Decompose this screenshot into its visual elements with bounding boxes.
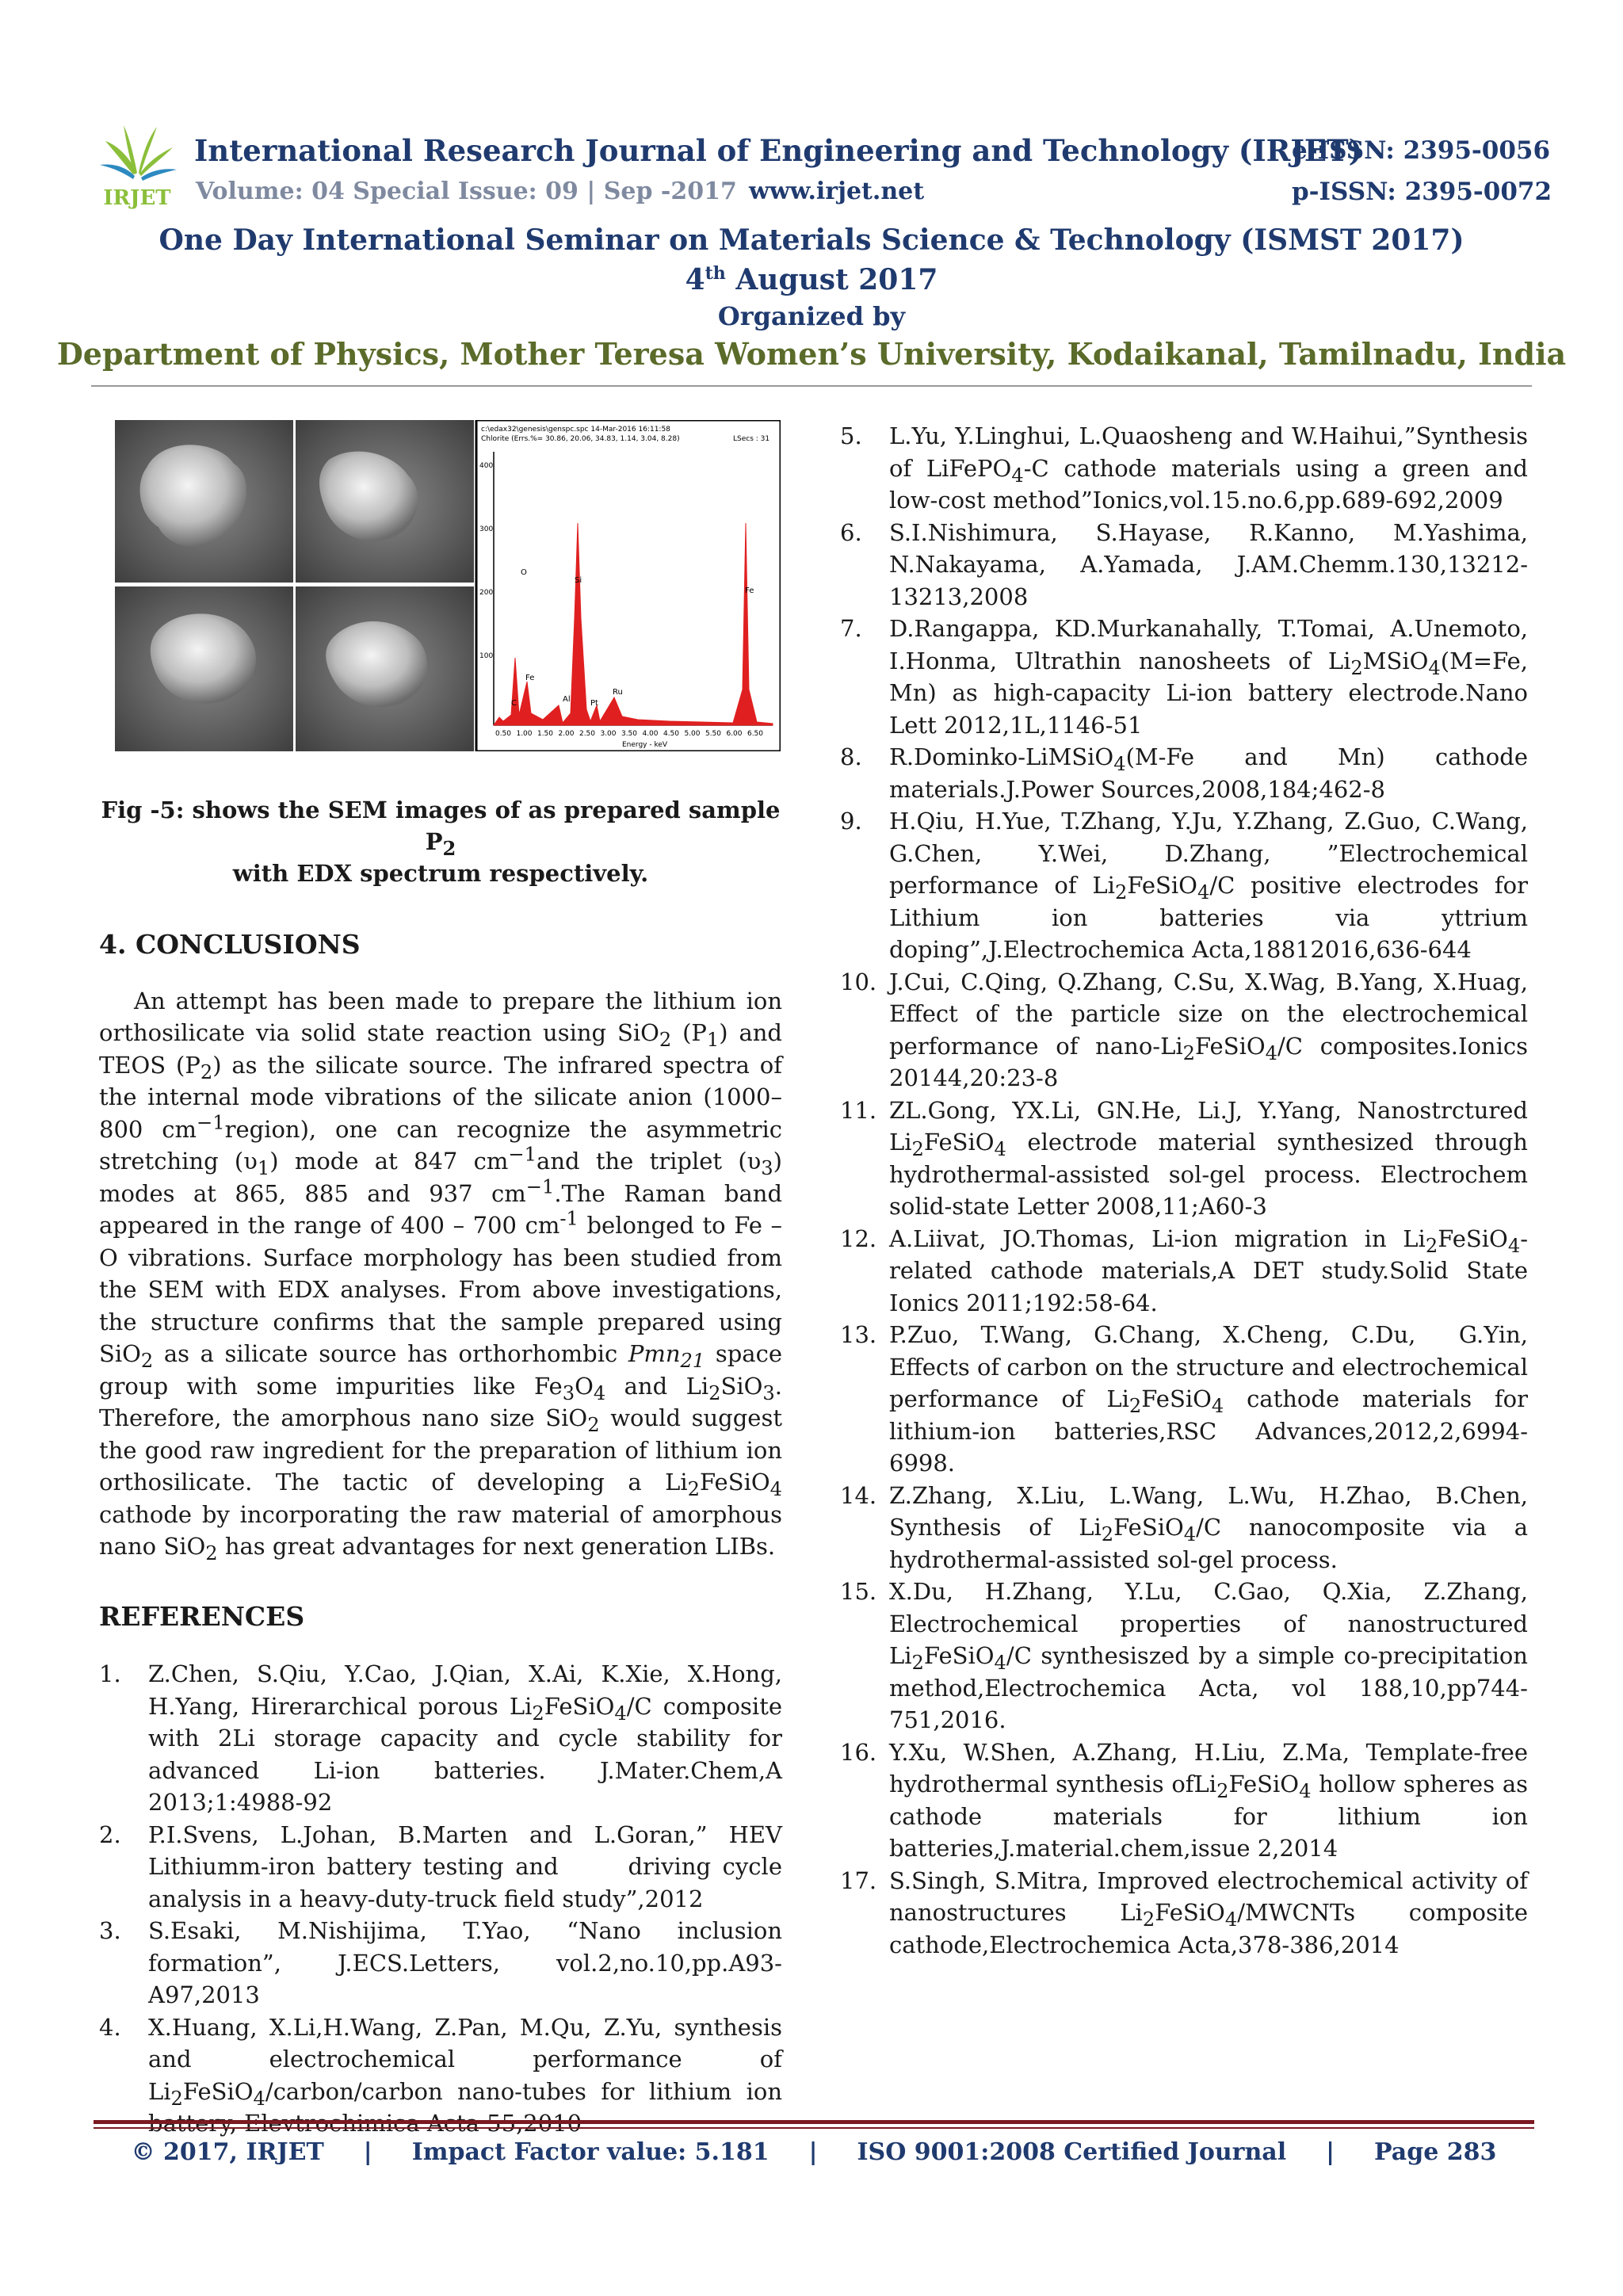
svg-text:Energy - keV: Energy - keV — [622, 741, 668, 749]
edx-x-tick: 4.50 — [663, 730, 680, 738]
svg-text:Chlorite (Errs.%= 30.86, 20.06: Chlorite (Errs.%= 30.86, 20.06, 34.83, 1.14, 3.04, 8.28) — [481, 435, 680, 443]
logo-text: IRJET — [103, 186, 171, 210]
footer-rule-thick — [94, 2120, 1534, 2124]
footer-iso: ISO 9001:2008 Certified Journal — [857, 2138, 1287, 2166]
left-column — [99, 420, 782, 2140]
edx-x-tick: 3.50 — [621, 730, 638, 738]
edx-x-tick: 3.00 — [600, 730, 617, 738]
reference-item: 9. H.Qiu, H.Yue, T.Zhang, Y.Ju, Y.Zhang, Z.Guo, C.Wang, G.Chen, Y.Wei, D.Zhang, ”Electrochemical performance of $Li_2FeSiO_4/C$ positive electrodes for Lithium ion batteries via yttrium doping”,J.Electrochemica Acta,18812016,636-644 — [840, 808, 1528, 963]
edx-y-tick: 400 — [479, 462, 494, 470]
reference-item: 6. S.I.Nishimura, S.Hayase, R.Kanno, M.Yashima, N.Nakayama, A.Yamada, J.AM.Chemm.130,13212-13213,2008 — [840, 518, 1528, 610]
footer-impact: Impact Factor value: 5.181 — [411, 2138, 769, 2166]
reference-list-left — [99, 1658, 782, 2140]
reference-item: 13. P.Zuo, T.Wang, G.Chang, X.Cheng, C.Du, G.Yin, Effects of carbon on the structure and electrochemical performance of $Li_2FeSiO_4$ cathode materials for lithium-ion batteries,RSC Advances,2012,2,6994-6998. — [840, 1321, 1528, 1477]
edx-y-tick: 200 — [479, 589, 494, 597]
reference-item: 11. ZL.Gong, YX.Li, GN.He, Li.J, Y.Yang, Nanostrctured $Li_2FeSiO_4$ electrode material synthesized through hydrothermal-assisted sol-gel process. Electrochem solid-state Letter 2008,11;A60-3 — [840, 1096, 1528, 1220]
reference-item: 3. S.Esaki, M.Nishijima, T.Yao, “Nano inclusion formation”, J.ECS.Letters, vol.2,no.10,pp.A93-A97,2013 — [99, 1917, 782, 2008]
svg-text:Pt: Pt — [590, 699, 598, 708]
edx-x-tick: 5.00 — [684, 730, 701, 738]
edx-x-tick: 2.00 — [558, 730, 575, 738]
svg-text:Fe: Fe — [525, 674, 535, 682]
edx-x-tick: 4.00 — [642, 730, 659, 738]
volume-issue: Volume: 04 Special Issue: 09 | Sep -2017 — [196, 178, 737, 205]
reference-item: 1. Z.Chen, S.Qiu, Y.Cao, J.Qian, X.Ai, K.Xie, X.Hong, H.Yang, Hirerarchical porous $Li_2FeSiO_4/C$ composite with 2Li storage capacity and cycle stability for advanced Li-ion batteries. J.Mater.Chem,A 2013;1:4988-92 — [99, 1660, 783, 1816]
reference-item: 16. Y.Xu, W.Shen, A.Zhang, H.Liu, Z.Ma, Template-free hydrothermal synthesis ofLi$_2$FeSiO$_4$ hollow spheres as cathode materials for lithium ion batteries,J.material.chem,issue 2,2014 — [840, 1738, 1528, 1862]
edx-x-tick: 6.00 — [726, 730, 743, 738]
edx-x-tick: 2.50 — [579, 730, 596, 738]
svg-text:Si: Si — [575, 576, 582, 585]
edx-y-tick: 100 — [479, 652, 494, 660]
edx-y-tick: 300 — [479, 525, 494, 533]
edx-x-tick: 1.00 — [516, 730, 533, 738]
header-divider — [91, 385, 1532, 387]
svg-text:c:\edax32\genesis\genspc.spc 1: c:\edax32\genesis\genspc.spc 14-Mar-2016 16:11:58 — [481, 426, 670, 434]
figure-image — [115, 420, 781, 751]
reference-item: 14. Z.Zhang, X.Liu, L.Wang, L.Wu, H.Zhao, B.Chen, Synthesis of $Li_2FeSiO_4/C$ nanocomposite via a hydrothermal-assisted sol-gel process. — [840, 1481, 1528, 1573]
page-number: Page 283 — [1374, 2138, 1497, 2166]
reference-item: 10. J.Cui, C.Qing, Q.Zhang, C.Su, X.Wag, B.Yang, X.Huag, Effect of the particle size on the electrochemical performance of nano-$Li_2FeSiO_4/C$ composites.Ionics 20144,20:23-8 — [840, 968, 1528, 1091]
svg-text:LSecs : 31: LSecs : 31 — [733, 435, 770, 443]
svg-text:O: O — [521, 568, 527, 577]
reference-item: 2. P.I.Svens, L.Johan, B.Marten and L.Goran,” HEV Lithiumm-iron battery testing and driving cycle analysis in a heavy-duty-truck field study”,2012 — [99, 1820, 782, 1912]
footer-copyright: © 2017, IRJET — [131, 2138, 324, 2166]
edx-x-tick: 1.50 — [537, 730, 554, 738]
reference-item: 5. L.Yu, Y.Linghui, L.Quaosheng and W.Haihui,”Synthesis of LiFePO$_4$-C cathode materials using a green and low-cost method”Ionics,vol.15.no.6,pp.689-692,2009 — [840, 422, 1529, 514]
svg-text:Ru: Ru — [613, 688, 623, 697]
references-heading: REFERENCES — [99, 1600, 305, 1632]
svg-text:Fe: Fe — [745, 586, 754, 595]
page-footer: © 2017, IRJET | Impact Factor value: 5.181 | ISO 9001:2008 Certified Journal | Page 283 — [131, 2138, 1497, 2166]
e-issn: e-ISSN: 2395-0056 — [1292, 136, 1551, 165]
reference-item: 8. R.Dominko-LiMSiO$_4$(M-Fe and Mn) cathode materials.J.Power Sources,2008,184;462-8 — [840, 743, 1528, 803]
p-issn: p-ISSN: 2395-0072 — [1292, 178, 1552, 206]
reference-list-right — [840, 420, 1528, 1961]
conclusions-paragraph: An attempt has been made to prepare the lithium ion orthosilicate via solid state reaction using SiO$_2$ $(P_1)$ and TEOS $(P_2)$ as the silicate source. The infrared spectra of the internal mode vibrations of the silicate anion (1000–800 $cm^{-1}region$), one can recognize the asymmetric stretching $(\upsilon_1)$ mode at 847 $cm^{-1}and$ the triplet $(\upsilon_3)$ modes at 865, 885 and 937 $cm^{-1}.The$ Raman band appeared in the range of 400 – 700 $cm^{-1}$ belonged to Fe – O vibrations. Surface morphology has been studied from the SEM with EDX analyses. From above investigations, the structure confirms that the sample prepared using SiO$_2$ as a silicate source has orthorhombic Pmn$_{21}$ space group with some impurities like $Fe_3O_4$ and $Li_2SiO_3$. Therefore, the amorphous nano size SiO$_2$ would suggest the good raw ingredient for the preparation of lithium ion orthosilicate. The tactic of developing a $Li_2FeSiO_4$ cathode by incorporating the raw material of amorphous nano SiO$_2$ has great advantages for next generation LIBs. — [99, 987, 783, 1564]
department: Department of Physics, Mother Teresa Women’s University, Kodaikanal, Tamilnadu, India — [56, 336, 1567, 372]
svg-text:C: C — [511, 699, 517, 708]
journal-title: International Research Journal of Engineering and Technology (IRJET) — [194, 133, 1363, 168]
svg-text:Al: Al — [563, 695, 571, 704]
conclusions-heading: 4. CONCLUSIONS — [99, 929, 361, 960]
reference-item: 17. S.Singh, S.Mitra, Improved electrochemical activity of nanostructures $Li_2FeSiO_4$/MWCNTs composite cathode,Electrochemica Acta,378-386,2014 — [840, 1866, 1528, 1958]
edx-x-tick: 5.50 — [705, 730, 722, 738]
irjet-logo — [94, 117, 181, 212]
edx-x-tick: 0.50 — [495, 730, 512, 738]
reference-item: 7. D.Rangappa, KD.Murkanahally, T.Tomai, A.Unemoto, I.Honma, Ultrathin nanosheets of $Li_2MSiO_4(M=Fe$, Mn) as high-capacity Li-ion battery electrode.Nano Lett 2012,1L,1146-51 — [840, 615, 1528, 739]
seminar-title: One Day International Seminar on Materials Science & Technology (ISMST 2017) — [158, 223, 1465, 257]
figure-caption: Fig -5: shows the SEM images of as prepared sample $P_2$ with EDX spectrum respectively. — [101, 797, 781, 887]
edx-x-tick: 6.50 — [747, 730, 764, 738]
reference-item: 15. X.Du, H.Zhang, Y.Lu, C.Gao, Q.Xia, Z.Zhang, Electrochemical properties of nanostructured $Li_2FeSiO_4/C$ synthesiszed by a simple co-precipitation method,Electrochemica Acta, vol 188,10,pp744-751,2016. — [840, 1578, 1528, 1733]
journal-website[interactable]: www.irjet.net — [749, 178, 925, 205]
organized-by: Organized by — [717, 301, 906, 331]
reference-item: 12. A.Liivat, JO.Thomas, Li-ion migration in $Li_2FeSiO_4$-related cathode materials,A DET study.Solid State Ionics 2011;192:58-64. — [840, 1224, 1528, 1316]
footer-rule-thin — [94, 2127, 1534, 2129]
seminar-date: 4th August 2017 — [685, 263, 938, 296]
right-column — [840, 420, 1528, 1961]
figure-5 — [115, 420, 781, 751]
reference-item: 4. X.Huang, X.Li,H.Wang, Z.Pan, M.Qu, Z.Yu, synthesis and electrochemical performance of $Li_2FeSiO_4/carbon$/carbon nano-tubes for lithium ion — [99, 2013, 782, 2110]
